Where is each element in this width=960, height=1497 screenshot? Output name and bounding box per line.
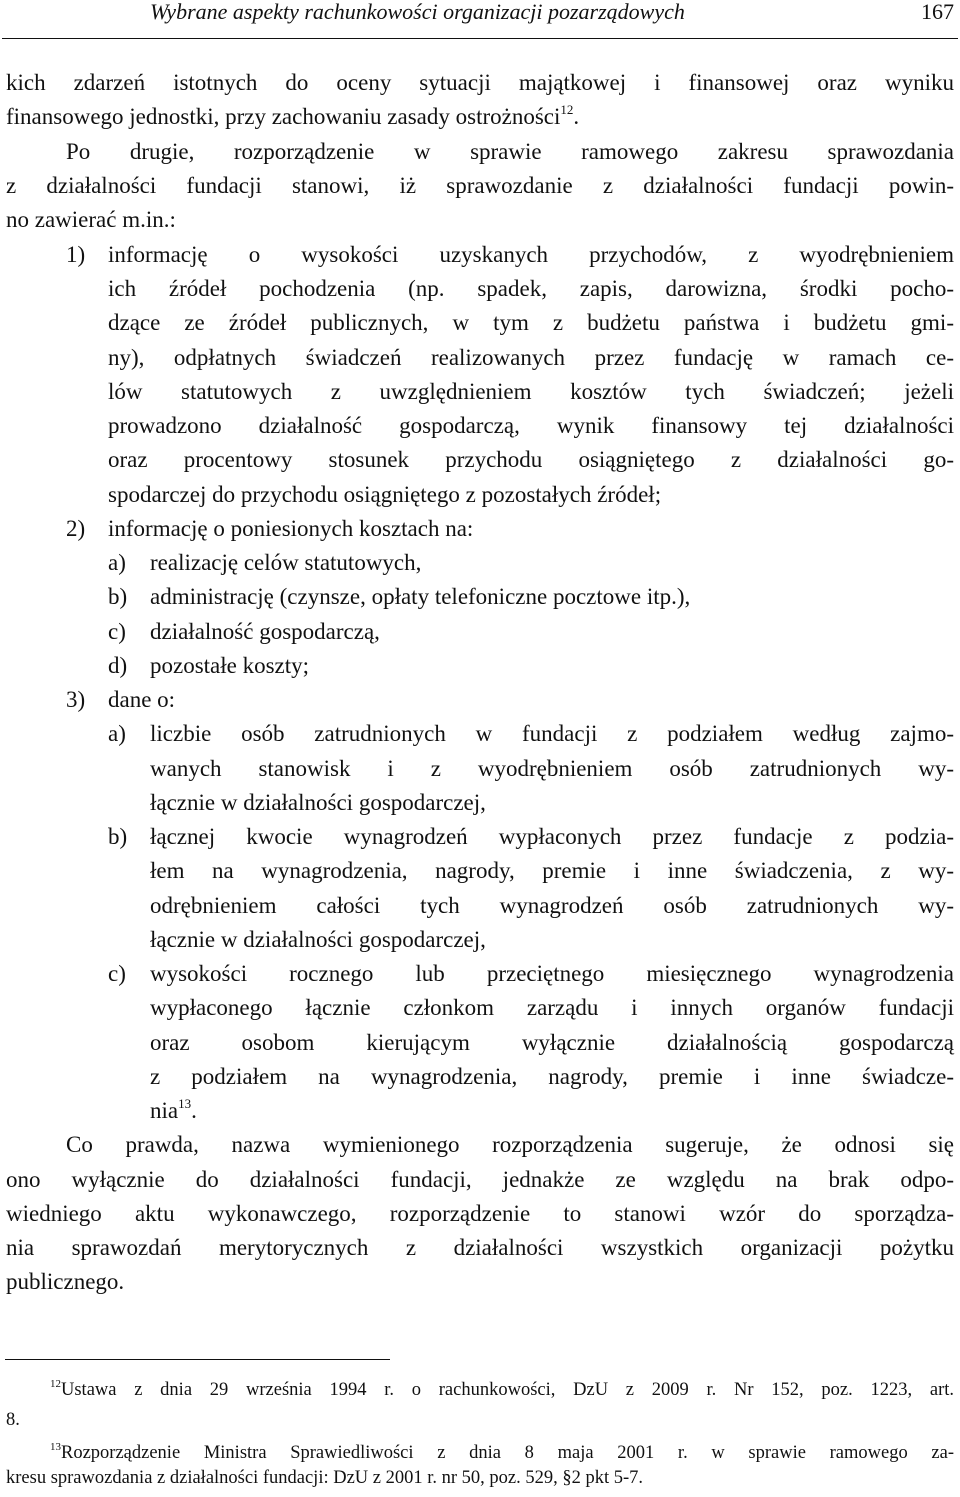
sublist-letter: a) [108, 721, 126, 746]
sublist-item: pozostałe koszty; [150, 653, 310, 678]
sublist-letter: d) [108, 653, 128, 678]
list-item-line: prowadzono działalność gospodarczą, wynik finansowy tej działalności [108, 413, 954, 438]
list-item-line: dane o: [108, 687, 176, 712]
footnote-mark: 13 [50, 1441, 61, 1453]
sublist-item-line: wysokości rocznego lub przeciętnego miesięcznego wynagrodzenia [150, 961, 954, 986]
body-line: wiedniego aktu wykonawczego, rozporządzenie to stanowi wzór do sporządza- [6, 1201, 954, 1226]
sublist-letter: c) [108, 619, 126, 644]
running-title: Wybrane aspekty rachunkowości organizacji pozarządowych [150, 0, 685, 24]
footnote-12: $^{12}$Ustawa z dnia 29 września 1994 r. o rachunkowości, DzU z 2009 r. Nr 152, poz. 1223, art. [50, 1378, 954, 1400]
sublist-item-line: łem na wynagrodzenia, nagrody, premie i inne świadczenia, z wy- [150, 858, 954, 883]
footnote-13: $^{13}$Rozporządzenie Ministra Sprawiedliwości z dnia 8 maja 2001 r. w sprawie ramowego za- [50, 1441, 954, 1463]
list-item-line: dzące ze źródeł publicznych, w tym z budżetu państwa i budżetu gmi- [108, 310, 954, 335]
sublist-item-line: odrębnieniem całości tych wynagrodzeń osób zatrudnionych wy- [150, 893, 954, 918]
page-header [0, 0, 960, 40]
sublist-item-line: nia$^{13}$. [150, 1096, 197, 1123]
footnote-mark: 12 [50, 1378, 61, 1390]
list-number: 1) [66, 242, 86, 267]
list-item-line: ich źródeł pochodzenia (np. spadek, zapis, darowizna, środki pocho- [108, 276, 954, 301]
body-line: nia sprawozdań merytorycznych z działalności wszystkich organizacji pożytku [6, 1235, 954, 1260]
list-item-line: oraz procentowy stosunek przychodu osiągniętego z działalności go- [108, 447, 954, 472]
footnote-line: 8. [6, 1410, 20, 1430]
sublist-letter: b) [108, 584, 128, 609]
list-number: 2) [66, 516, 86, 541]
list-item-line: informację o poniesionych kosztach na: [108, 516, 474, 541]
body-line: Co prawda, nazwa wymienionego rozporządzenia sugeruje, że odnosi się [66, 1132, 954, 1157]
body-line: kich zdarzeń istotnych do oceny sytuacji majątkowej i finansowej oraz wyniku [6, 70, 954, 95]
body-line: ono wyłącznie do działalności fundacji, jednakże ze względu na brak odpo- [6, 1167, 954, 1192]
footnote-ref-12[interactable]: 12 [560, 102, 574, 117]
sublist-letter: c) [108, 961, 126, 986]
footnote-separator [5, 1359, 390, 1360]
body-line: z działalności fundacji stanowi, iż sprawozdanie z działalności fundacji powin- [6, 173, 954, 198]
sublist-item: realizację celów statutowych, [150, 550, 422, 575]
footnote-line: kresu sprawozdania z działalności fundacji: DzU z 2001 r. nr 50, poz. 529, §2 pkt 5-7. [6, 1468, 644, 1488]
list-item-line: ny), odpłatnych świadczeń realizowanych przez fundację w ramach ce- [108, 345, 954, 370]
list-item-line: lów statutowych z uwzględnieniem kosztów tych świadczeń; jeżeli [108, 379, 954, 404]
sublist-item-line: łącznej kwocie wynagrodzeń wypłaconych przez fundacje z podzia- [150, 824, 954, 849]
sublist-item-line: z podziałem na wynagrodzenia, nagrody, premie i inne świadcze- [150, 1064, 954, 1089]
sublist-item-line: łącznie w działalności gospodarczej, [150, 790, 486, 815]
sublist-letter: a) [108, 550, 126, 575]
page-number: 167 [921, 0, 954, 24]
sublist-item-line: łącznie w działalności gospodarczej, [150, 927, 486, 952]
body-line: finansowego jednostki, przy zachowaniu zasady ostrożności$^{12}$. [6, 102, 580, 129]
header-rule [2, 38, 958, 39]
list-item-line: informację o wysokości uzyskanych przychodów, z wyodrębnieniem [108, 242, 954, 267]
sublist-letter: b) [108, 824, 128, 849]
footnote-ref-13[interactable]: 13 [178, 1096, 192, 1111]
body-line: publicznego. [6, 1269, 125, 1294]
list-item-line: spodarczej do przychodu osiągniętego z pozostałych źródeł; [108, 482, 662, 507]
sublist-item: działalność gospodarczą, [150, 619, 380, 644]
sublist-item-line: liczbie osób zatrudnionych w fundacji z podziałem według zajmo- [150, 721, 954, 746]
sublist-item: administrację (czynsze, opłaty telefoniczne pocztowe itp.), [150, 584, 691, 609]
sublist-item-line: wanych stanowisk i z wyodrębnieniem osób zatrudnionych wy- [150, 756, 954, 781]
sublist-item-line: oraz osobom kierującym wyłącznie działalnością gospodarczą [150, 1030, 954, 1055]
list-number: 3) [66, 687, 86, 712]
body-line: Po drugie, rozporządzenie w sprawie ramowego zakresu sprawozdania [66, 139, 954, 164]
body-line: no zawierać m.in.: [6, 207, 176, 232]
sublist-item-line: wypłaconego łącznie członkom zarządu i innych organów fundacji [150, 995, 954, 1020]
